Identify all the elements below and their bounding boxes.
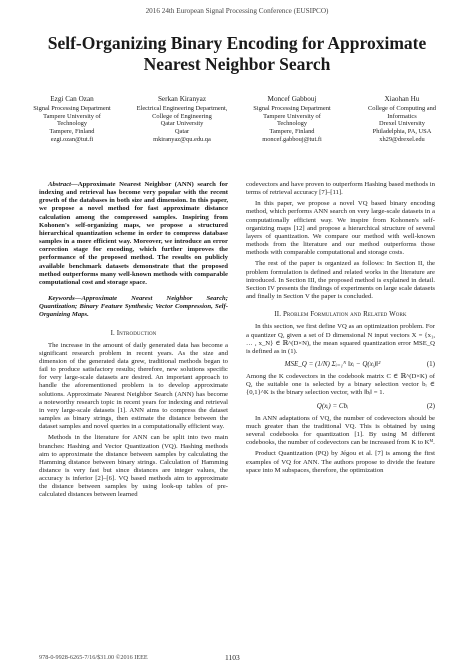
author-affiliation: Drexel University — [379, 120, 425, 128]
author-location: Tampere, Finland — [269, 128, 315, 136]
author-affiliation: Signal Processing Department — [253, 104, 331, 112]
intro-paragraph-2: Methods in the literature for ANN can be split into two main branches: Hashing and Vector Quantization (VQ). Hashing methods aim to approximate the distance between samples by calculating the Hamming distance between binary strings. Calculation of Hamming distance is very fast but since distances are integer values, the accuracy is inferior [2]–[6]. VQ based methods aim to approximate the distance between samples by using look-up tables of pre-calculated distances between learned — [39, 434, 228, 499]
equation-body: Q(xᵢ) = Cbᵢ — [316, 401, 349, 410]
author-affiliation: Tampere University of — [43, 112, 101, 120]
author-affiliation: Tampere University of — [263, 112, 321, 120]
equation-body: MSE_Q = (1/N) Σᵢ₌₁ᴺ ‖xᵢ − Q(xᵢ)‖² — [284, 359, 381, 368]
intro-paragraph-4: In this paper, we propose a novel VQ based binary encoding method, which performs ANN search on very large-scale datasets in a computationally efficient way. We inspire from Kohonen's self-organizing maps [12] and propose a hierarchical structure of several layers of quantization. We compare our method with well-known methods from the literature and our method outperforms those methods with comparable computational and storage costs. — [246, 200, 435, 257]
author-affiliation: Signal Processing Department — [33, 104, 111, 112]
section-title: Introduction — [116, 328, 157, 337]
author-affiliation: College of Computing and — [368, 104, 436, 112]
author-affiliation: College of Engineering — [152, 112, 212, 120]
page-number: 1103 — [225, 653, 240, 662]
intro-paragraph-1: The increase in the amount of daily generated data has become a significant research problem in recent years. As the size and dimension of the generated data grew, traditional methods began to fail to produce satisfactory results; therefore, new solutions specific for very large-scale datasets are desired. An important approach to handle the aforementioned problem is to develop approximate solutions. Approximate Nearest Neighbor Search (ANN) has become a noteworthy research topic in recent years for indexing and retrieval in very large-scale datasets [1]. ANN aims to compress the dataset samples as binary strings, then estimate the distance between the dataset samples and novel queries in a computationally efficient way. — [39, 341, 228, 431]
keywords-text: —Approximate Nearest Neighbor Search; Quantization; Binary Feature Synthesis; Vector Compression, Self-Organizing Maps. — [39, 295, 228, 319]
equation-number: (1) — [426, 359, 435, 368]
author-email: moncef.gabbouj@tut.fi — [262, 135, 322, 143]
equation-1 — [246, 360, 435, 368]
author-1 — [20, 96, 124, 144]
author-name: Ezgi Can Ozan — [50, 95, 94, 103]
author-2 — [130, 96, 234, 144]
author-affiliation: Informatics — [387, 112, 417, 120]
author-4 — [350, 96, 454, 144]
copyright-line: 978-0-9928-6265-7/16/$31.00 ©2016 IEEE — [39, 654, 148, 661]
author-name: Moncef Gabbouj — [267, 95, 317, 103]
author-email: mkiranyaz@qu.edu.qa — [153, 135, 211, 143]
author-3 — [240, 96, 344, 144]
author-email: xh29@drexel.edu — [379, 135, 425, 143]
abstract-text: —Approximate Nearest Neighbor (ANN) search for indexing and retrieval has become very popular with the recent growth of the databases in both size and dimension. In this paper, we propose a novel method for fast approximate distance calculation among the compressed samples. Inspiring from Kohonen's self-organizing maps, we propose a structured hierarchical quantization scheme in order to compress database samples in a more efficient way. Moreover, we introduce an error correction stage for encoding, which further improves the performance of the proposed method. The results on publicly available benchmark datasets demonstrate that the proposed method outperforms many well-known methods with comparable computational cost and storage space. — [39, 181, 228, 286]
author-affiliation: Electrical Engineering Department, — [136, 104, 228, 112]
intro-paragraph-3: codevectors and have proven to outperform Hashing based methods in terms of retrieval accuracy [7]–[11]. — [246, 181, 435, 197]
section-heading-introduction — [39, 329, 228, 337]
author-name: Xiaohan Hu — [384, 95, 420, 103]
author-location: Qatar — [174, 128, 190, 136]
keywords — [39, 295, 228, 319]
author-email: ezgi.ozan@tut.fi — [50, 135, 94, 143]
section2-paragraph-4: Product Quantization (PQ) by Jégou et al. [7] is among the first examples of VQ for ANN. The authors propose to divide the feature space into M subspaces, therefore, the optimization — [246, 450, 435, 474]
section2-paragraph-1: In this section, we first define VQ as an optimization problem. For a quantizer Q, given a set of D dimensional N input vectors X = {x₁, … , x_N} ∈ ℝ^(D×N), the mean squared quantization error MSE_Q is defined as in (1). — [246, 323, 435, 355]
section-title: Problem Formulation and Related Work — [282, 310, 407, 319]
section-heading-problem-formulation — [246, 310, 435, 318]
paper-title: Self-Organizing Binary Encoding for Approximate Nearest Neighbor Search — [47, 33, 427, 74]
section2-paragraph-3: In ANN adaptations of VQ, the number of codevectors should be much greater than the traditional VQ. This is obtained by using several codebooks for quantization [1]. By using M different codebooks, the number of codevectors can be increased from K to Kᴹ. — [246, 414, 435, 447]
section2-paragraph-2: Among the K codevectors in the codebook matrix C ∈ ℝ^(D×K) of Q, the suitable one is selected by a binary selection vector bᵢ ∈ {0,1}^K is the binary selection vector, with ‖bᵢ‖ = 1. — [246, 373, 435, 397]
author-block — [20, 96, 454, 144]
keywords-label: Keywords — [48, 295, 75, 303]
right-column — [246, 181, 435, 478]
conference-header: 2016 24th European Signal Processing Conference (EUSIPCO) — [145, 7, 329, 15]
author-affiliation: Technology — [56, 120, 88, 128]
equation-number: (2) — [426, 401, 435, 410]
left-column — [39, 181, 228, 503]
author-affiliation: Technology — [276, 120, 308, 128]
author-name: Serkan Kiranyaz — [157, 95, 207, 103]
abstract — [39, 181, 228, 287]
author-affiliation: Qatar University — [160, 120, 204, 128]
author-location: Philadelphia, PA, USA — [372, 128, 432, 136]
abstract-label: Abstract — [48, 181, 72, 188]
author-location: Tampere, Finland — [49, 128, 95, 136]
section-number: I. — [110, 328, 115, 337]
section-number: II. — [274, 310, 282, 319]
equation-2 — [246, 402, 435, 410]
intro-paragraph-5: The rest of the paper is organized as follows: In Section II, the problem formulation is defined and related works in the literature are introduced. In Section III, the proposed method is explained in detail. Section IV presents the findings of experiments on large scale datasets and finally in Section V the paper is concluded. — [246, 260, 435, 301]
